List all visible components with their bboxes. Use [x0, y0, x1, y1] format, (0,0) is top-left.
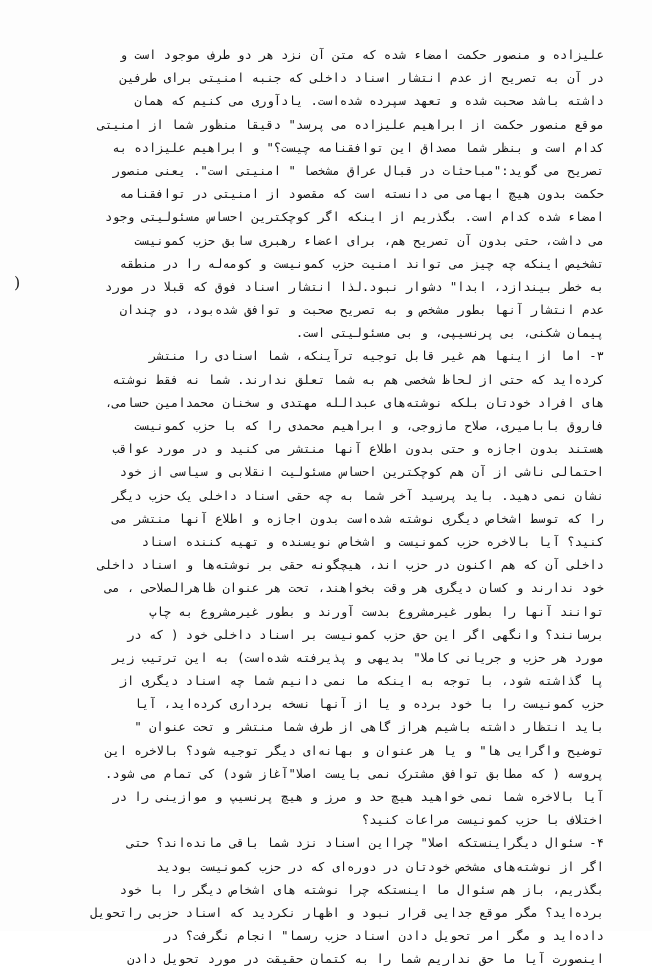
text-line: نشان نمی دهید. باید پرسید آخر شما به چه حقی اسناد داخلی یک حزب دیگر [112, 488, 604, 503]
text-line: داخلی آن که هم اکنون در حزب اند، هیچگونه حقی بر نوشته‌ها و اسناد داخلی [97, 558, 604, 573]
text-line: علیزاده و منصور حکمت امضاء شده که متن آن نزد هر دو طرف موجود است و [119, 48, 604, 62]
text-line: می داشت، حتی بدون آن تصریح هم، برای اعضاء رهبری سابق حزب کمونیست [134, 233, 604, 248]
text-line: برده‌اید؟ مگر موقع جدایی قرار نبود و اظهار نکردید که اسناد حزبی راتحویل [90, 905, 604, 920]
text-line: های افراد خودتان بلکه نوشته‌های عبدالله مهتدی و سخنان محمدامین حسامی، [105, 395, 604, 410]
text-line: توضیح واگرایی ها" و یا هر عنوان و بهانه‌ای دیگر توجیه شود؟ بالاخره این [105, 743, 604, 758]
text-line: کنید؟ آیا بالاخره حزب کمونیست و اشخاص نویسنده و تهیه کننده اسناد [141, 534, 604, 549]
text-line: هستند بدون اجازه و حتی بدون اطلاع آنها منتشر می کنید و در مورد عواقب [112, 442, 604, 457]
text-line: پا گذاشته شود، با توجه به اینکه ما نمی دانیم شما چه اسناد دیگری از [119, 674, 604, 689]
text-line: خود ندارند و کسان دیگری هر وقت بخواهند، تحت هر عنوان ظاهرالصلاحی ، می [105, 581, 604, 596]
text-line: موقع منصور حکمت از ابراهیم علیزاده می پرسد" دقیقا منظور شما از امنیتی [97, 117, 604, 132]
text-line: امضاء شده کدام است. بگذریم از اینکه اگر کوچکترین احساس مسئولیتی وجود [105, 210, 604, 225]
text-line: پروسه ( که مطابق توافق مشترک نمی بایست اصلا"آغاز شود) کی تمام می شود. [105, 766, 604, 781]
text-line: ۳- اما از اینها هم غیر قابل توجیه ترآینکه، شما اسنادی را منتشر [149, 349, 604, 364]
text-line: اینصورت آیا ما حق نداریم شما را به کتمان حقیقت در مورد تحویل دادن [127, 952, 604, 967]
text-line: داشته باشد صحبت شده و تعهد سپرده شده‌است. یادآوری می کنیم که همان [134, 94, 604, 109]
text-line: احتمالی ناشی از آن هم کوچکترین احساس مسئولیت انقلابی و سیاسی از خود [119, 465, 604, 480]
text-line: توانند آنها را بطور غیرمشروع بدست آورند و بطور غیرمشروع به چاپ [149, 604, 604, 619]
text-line: حکمت بدون هیچ ابهامی می دانسته است که مقصود از امنیتی در توافقنامه [119, 187, 604, 202]
text-line: تصریح می گوید:"مباحثات در قبال عراق مشخصا " امنیتی است". یعنی منصور [112, 163, 604, 178]
text-line: تشخیص اینکه چه چیز می تواند امنیت حزب کمونیست و کومه‌له را در منطقه [119, 256, 604, 271]
text-line: باید انتظار داشته باشیم هراز گاهی از طرف شما منتشر و تحت عنوان " [134, 720, 604, 735]
text-line: مورد هر حزب و جریانی کاملا" بدیهی و پذیرفته شده‌است) به این ترتیب زیر [112, 650, 604, 665]
text-line: کرده‌اید که حتی از لحاظ شخصی هم به شما تعلق ندارند. شما نه فقط نوشته [112, 372, 604, 387]
text-line: عدم انتشار آنها بطور مشخص و به تصریح صحبت و توافق شده‌بود، دو چندان [119, 303, 604, 318]
text-line: اختلاف با حزب کمونیست مراعات کنید؟ [361, 813, 604, 828]
text-line: بگذریم، باز هم سئوال ما اینستکه چرا نوشته های اشخاص دیگر را با خود [119, 882, 604, 897]
text-line: حزب کمونیست را با خود برده و یا از آنها نسخه برداری کرده‌اید، آیا [134, 697, 604, 712]
text-line: کدام است و بنظر شما مصداق این توافقنامه چیست؟" و ابراهیم علیزاده به [112, 140, 604, 155]
text-line: را که توسط اشخاص دیگری نوشته شده‌است بدون اجازه و اطلاع آنها منتشر می [112, 511, 604, 526]
text-line: پیمان شکنی، بی پرنسیپی، و بی مسئولیتی است. [295, 326, 604, 341]
text-line: به خطر بیندازد، ابدا" دشوار نبود.لذا انتشار اسناد فوق که قبلا در مورد [105, 279, 604, 294]
text-line: داده‌اید و مگر امر تحویل دادن اسناد حزب رسما" انجام نگرفت؟ در [163, 929, 604, 944]
margin-bracket-mark: ) [14, 273, 21, 292]
document-body [70, 44, 604, 972]
text-line: فاروق بابامیری، صلاح مازوجی، و ابراهیم محمدی را که با حزب کمونیست [134, 419, 604, 433]
text-line: اگر از نوشته‌های مشخص خودتان در دوره‌ای که در حزب کمونیست بودید [156, 859, 604, 874]
text-line: آیا بالاخره شما نمی خواهید هیچ حد و مرز و هیچ پرنسیپ و موازینی را در [112, 790, 604, 804]
text-line: ۴- سئوال دیگراینستکه اصلا" چرااین اسناد نزد شما باقی مانده‌اند؟ حتی [127, 836, 604, 851]
text-line: در آن به تصریح از عدم انتشار اسناد داخلی که جنبه امنیتی برای طرفین [119, 71, 604, 86]
text-line: برسانند؟ وانگهی اگر این حق حزب کمونیست بر اسناد داخلی خود ( که در [127, 627, 604, 642]
